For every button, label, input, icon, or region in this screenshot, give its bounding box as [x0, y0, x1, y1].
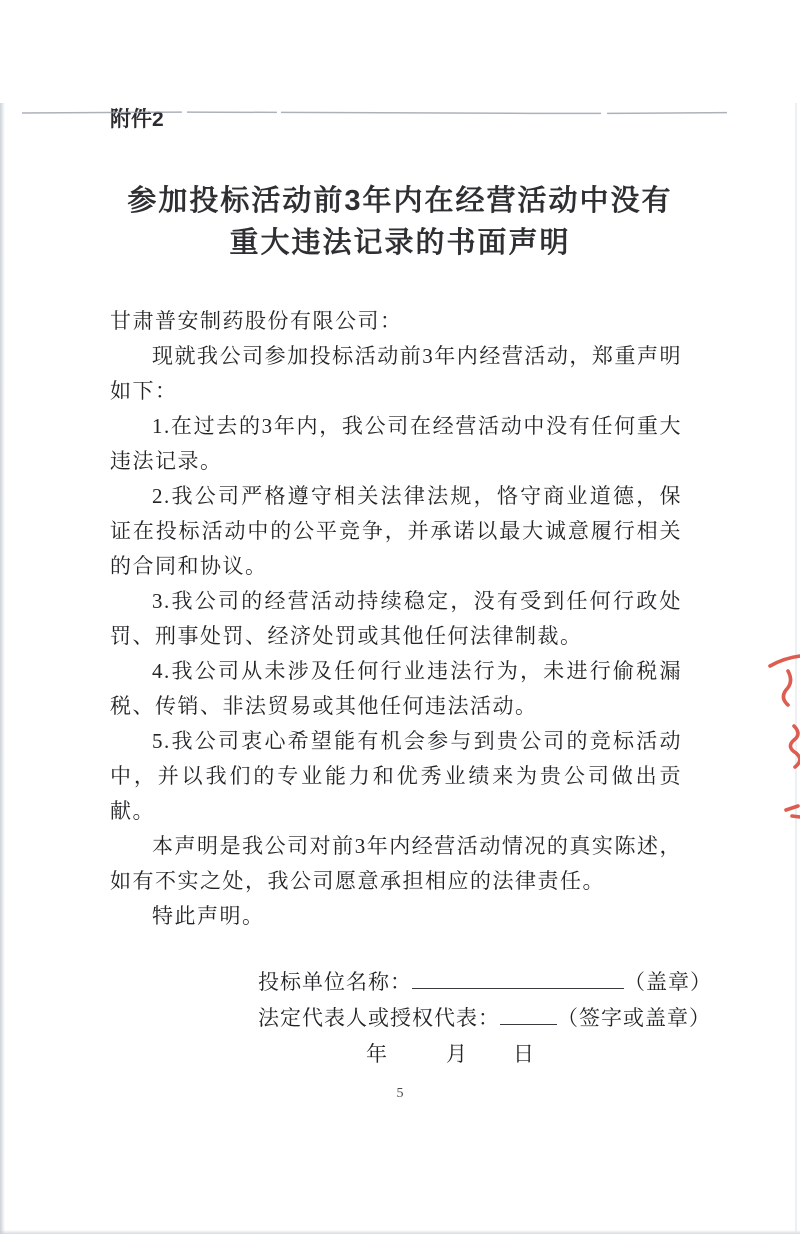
signature-block: [258, 964, 800, 1072]
unit-name-blank-line: [412, 967, 624, 989]
date-month-label: 月: [446, 1042, 468, 1066]
body-paragraph: 本声明是我公司对前3年内经营活动情况的真实陈述，如有不实之处，我公司愿意承担相应的法律责任。: [110, 834, 682, 893]
document-body: [110, 304, 682, 934]
unit-seal-label: （盖章）: [624, 970, 712, 994]
unit-name-label: 投标单位名称：: [258, 970, 412, 994]
red-mark-middle-squiggle: [790, 726, 799, 767]
red-mark-lower-dash2: [792, 816, 800, 817]
body-paragraphs: [110, 339, 682, 934]
signature-date-row: [258, 1036, 800, 1072]
date-day-label: 日: [513, 1042, 535, 1066]
body-paragraph: 5.我公司衷心希望能有机会参与到贵公司的竞标活动中，并以我们的专业能力和优秀业绩来为贵公司做出贡献。: [110, 729, 682, 823]
body-paragraph: 2.我公司严格遵守相关法律法规，恪守商业道德，保证在投标活动中的公平竞争，并承诺以最大诚意履行相关的合同和协议。: [110, 484, 682, 578]
representative-label: 法定代表人或授权代表：: [258, 1006, 500, 1030]
addressee-line: 甘肃普安制药股份有限公司：: [110, 309, 403, 333]
document-title: [0, 180, 800, 264]
representative-blank-line: [500, 1003, 557, 1025]
document-title-line1: 参加投标活动前3年内在经营活动中没有: [127, 185, 673, 217]
signature-unit-row: [258, 964, 800, 1000]
body-paragraph: 1.在过去的3年内，我公司在经营活动中没有任何重大违法记录。: [110, 414, 682, 473]
red-mark-lower-dash1: [786, 806, 798, 810]
signature-representative-row: [258, 1000, 800, 1036]
scan-edge-left: [0, 103, 5, 1234]
body-paragraph: 3.我公司的经营活动持续稳定，没有受到任何行政处罚、刑事处罚、经济处罚或其他任何法律制裁。: [110, 589, 682, 648]
attachment-label: 附件2: [110, 108, 164, 131]
scan-edge-bottom: [0, 1230, 800, 1234]
red-mark-upper-stroke: [770, 656, 800, 666]
representative-seal-label: （签字或盖章）: [557, 1006, 711, 1030]
red-mark-upper-curve: [783, 671, 790, 705]
date-year-label: 年: [366, 1042, 388, 1066]
page-number: 5: [396, 1086, 404, 1101]
document-title-line2: 重大违法记录的书面声明: [229, 227, 571, 259]
scan-line-top: [0, 103, 800, 119]
body-paragraph: 4.我公司从未涉及任何行业违法行为，未进行偷税漏税、传销、非法贸易或其他任何违法活动。: [110, 659, 682, 718]
body-paragraph: 现就我公司参加投标活动前3年内经营活动，郑重声明如下：: [110, 344, 682, 403]
red-ink-marks: [748, 648, 800, 828]
body-paragraph: 特此声明。: [152, 904, 265, 928]
